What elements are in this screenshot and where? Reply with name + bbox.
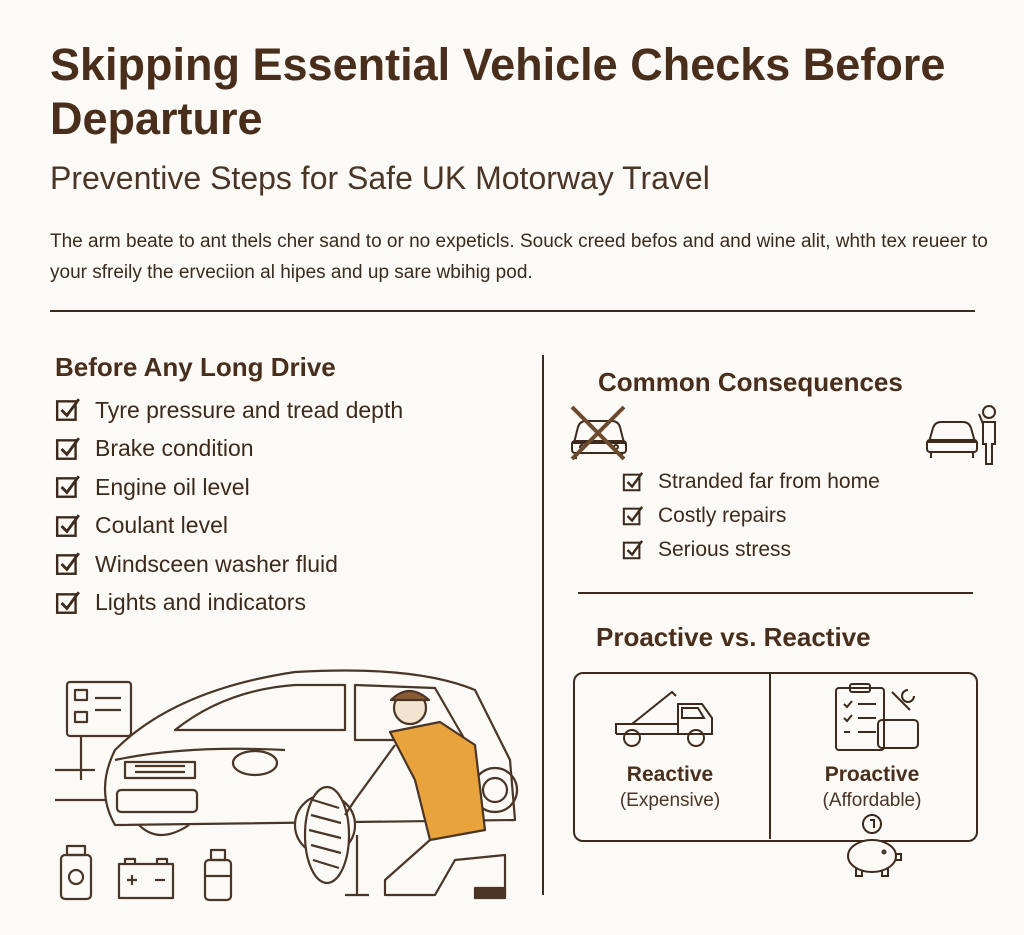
checklist-item	[55, 584, 403, 623]
consequences-divider	[578, 592, 973, 594]
piggy-bank-icon	[840, 812, 904, 882]
reactive-note: (Expensive)	[619, 790, 721, 811]
checklist-item	[55, 545, 403, 584]
mechanic-checking-tyre-illustration	[55, 650, 525, 910]
broken-car-icon	[568, 405, 630, 463]
checklist-item-label: Brake condition	[95, 435, 254, 462]
checkbox-checked-icon	[55, 397, 81, 423]
checkbox-checked-icon	[55, 474, 81, 500]
consequences-list	[622, 465, 880, 567]
reactive-label: Reactive	[626, 763, 714, 786]
checklist-wallet-icon	[832, 682, 924, 754]
checklist-item-label: Lights and indicators	[95, 589, 306, 616]
intro-paragraph: The arm beate to ant thels cher sand to or no expeticls. Souck creed befos and and wine alit, whth tex reueer to your sfreily the erveciion al hipes and up sare wbihig pod.	[50, 231, 988, 283]
checklist-item	[55, 468, 403, 507]
oil-bottle-icon	[61, 846, 91, 899]
consequence-item	[622, 533, 880, 567]
checklist-item	[55, 430, 403, 469]
checkbox-checked-icon	[55, 513, 81, 539]
checkbox-checked-icon	[622, 539, 644, 561]
consequence-item-label: Serious stress	[658, 538, 792, 561]
proactive-label: Proactive	[824, 763, 920, 786]
column-divider	[542, 355, 544, 895]
tow-truck-icon	[612, 688, 722, 752]
checklist-item-label: Windsceen washer fluid	[95, 550, 338, 577]
consequence-item-label: Stranded far from home	[658, 470, 880, 493]
comparison-heading: Proactive vs. Reactive	[596, 622, 871, 652]
checklist-item-label: Tyre pressure and tread depth	[95, 396, 404, 423]
consequence-item	[622, 499, 880, 533]
checklist-section	[55, 352, 403, 622]
comparison-divider	[769, 673, 771, 839]
checklist-item	[55, 391, 403, 430]
consequence-item-label: Costly repairs	[658, 504, 787, 527]
consequences-title: Common Consequences	[598, 367, 903, 397]
proactive-note: (Affordable)	[822, 790, 922, 811]
checkbox-checked-icon	[55, 436, 81, 462]
page-title: Skipping Essential Vehicle Checks Before Departure	[50, 39, 946, 144]
consequence-item	[622, 465, 880, 499]
checkbox-checked-icon	[55, 551, 81, 577]
page-subtitle: Preventive Steps for Safe UK Motorway Travel	[50, 160, 710, 196]
driver-calling-icon	[925, 402, 1005, 466]
checklist-heading: Before Any Long Drive	[55, 352, 336, 382]
checklist-item-label: Coulant level	[95, 512, 228, 539]
comparison-heading-wrap	[596, 622, 871, 653]
checkbox-checked-icon	[622, 505, 644, 527]
header-divider	[50, 310, 975, 312]
checklist-item-label: Engine oil level	[95, 473, 250, 500]
checkbox-checked-icon	[622, 471, 644, 493]
fluid-bottle-icon	[205, 850, 231, 900]
checklist-item	[55, 507, 403, 546]
consequences-heading	[598, 367, 903, 398]
battery-icon	[119, 859, 173, 898]
checkbox-checked-icon	[55, 590, 81, 616]
tyre-icon	[305, 787, 349, 883]
